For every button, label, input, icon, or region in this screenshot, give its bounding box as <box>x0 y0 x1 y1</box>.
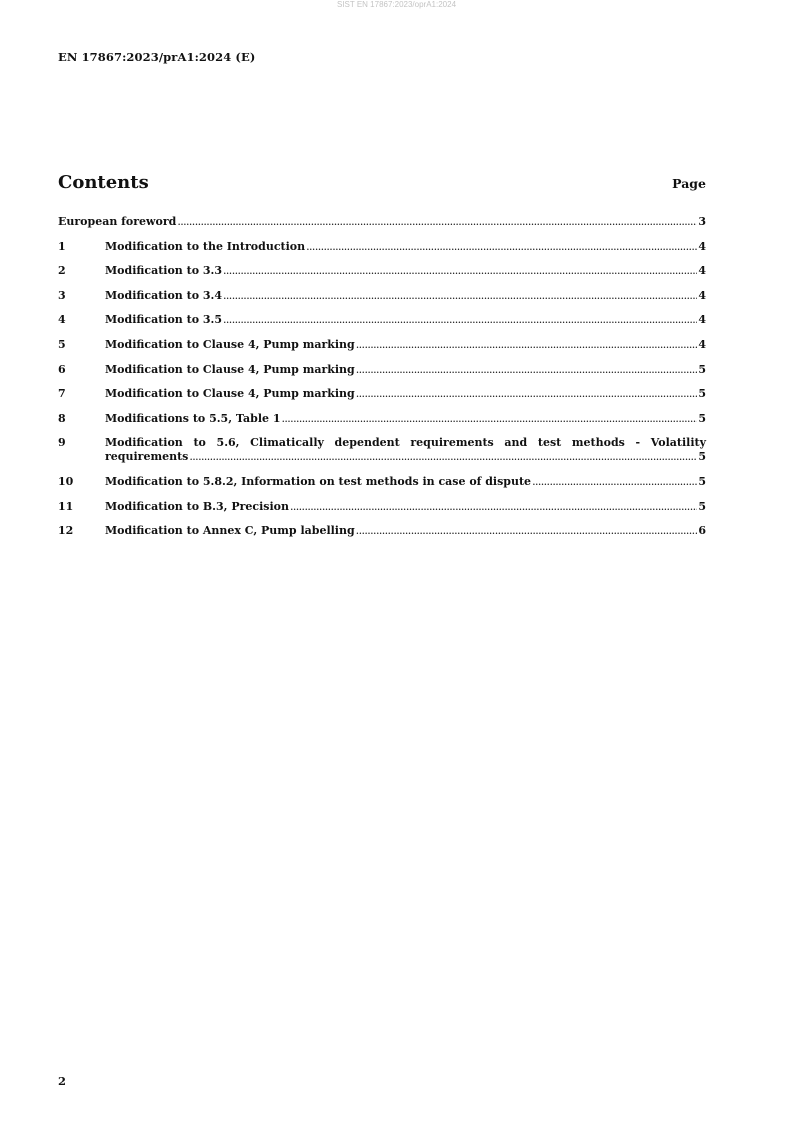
toc-entry[interactable] <box>58 500 706 514</box>
toc-page: 4 <box>698 313 706 327</box>
toc-entry[interactable] <box>58 524 706 538</box>
toc-page: 5 <box>698 362 706 376</box>
toc-title: European foreword <box>58 215 177 228</box>
document-id: EN 17867:2023/prA1:2024 (E) <box>58 50 256 64</box>
page-number: 2 <box>58 1074 67 1088</box>
toc-title: Modification to 3.3 <box>105 264 223 278</box>
toc-entry[interactable] <box>58 363 706 377</box>
watermark: SIST EN 17867:2023/oprA1:2024 <box>336 0 457 9</box>
toc-page: 4 <box>698 288 706 302</box>
toc-leader <box>223 313 697 327</box>
toc-page: 5 <box>698 450 706 464</box>
toc-number: 9 <box>58 436 66 450</box>
toc-page: 3 <box>698 215 706 228</box>
toc-leader <box>356 524 698 538</box>
toc-number: 12 <box>58 524 74 538</box>
contents-header <box>58 172 706 193</box>
toc-leader <box>177 215 697 229</box>
toc-leader <box>356 387 698 401</box>
toc-title: Modification to Clause 4, Pump marking <box>105 387 355 401</box>
toc-title: Modification to 3.5 <box>105 313 223 327</box>
toc-entry[interactable] <box>58 264 706 278</box>
toc-entry[interactable] <box>58 338 706 352</box>
toc-number: 6 <box>58 362 66 376</box>
toc-title: Modifications to 5.5, Table 1 <box>105 411 281 425</box>
toc-page: 5 <box>698 474 706 488</box>
toc-page: 4 <box>698 239 706 253</box>
toc-title: Modification to B.3, Precision <box>105 499 289 513</box>
toc-number: 10 <box>58 474 74 488</box>
toc-leader <box>356 363 698 377</box>
toc-page: 5 <box>698 499 706 513</box>
toc-title: Modification to Annex C, Pump labelling <box>105 524 355 538</box>
toc-page: 4 <box>698 337 706 351</box>
toc-entry[interactable] <box>58 412 706 426</box>
toc-title: Modification to Clause 4, Pump marking <box>105 362 355 376</box>
toc-number: 8 <box>58 411 66 425</box>
toc-entry[interactable] <box>58 387 706 401</box>
toc-number: 11 <box>58 499 74 513</box>
toc-entry[interactable] <box>58 475 706 489</box>
toc-number: 5 <box>58 337 66 351</box>
toc-leader <box>532 475 697 489</box>
toc-title: Modification to the Introduction <box>105 239 306 253</box>
toc-entry[interactable] <box>58 289 706 303</box>
toc-title-line1: Modification to 5.6, Climatically dependent requirements and test methods - Volatility <box>105 436 706 450</box>
toc-entry[interactable] <box>58 436 706 464</box>
toc-entry[interactable] <box>58 240 706 254</box>
toc-page: 4 <box>698 264 706 278</box>
toc-number: 4 <box>58 313 66 327</box>
toc-title: Modification to 3.4 <box>105 288 223 302</box>
toc-page: 5 <box>698 387 706 401</box>
toc-page: 6 <box>698 524 706 538</box>
toc-title: Modification to Clause 4, Pump marking <box>105 337 355 351</box>
toc-number: 1 <box>58 239 66 253</box>
toc-title-line2: requirements <box>105 450 189 464</box>
toc-title: Modification to 5.8.2, Information on test methods in case of dispute <box>105 474 532 488</box>
toc-number: 2 <box>58 264 66 278</box>
toc-leader <box>223 264 697 278</box>
toc-leader <box>290 500 697 514</box>
toc-page: 5 <box>698 411 706 425</box>
toc-leader <box>306 240 697 254</box>
toc-leader <box>356 338 698 352</box>
toc-leader <box>223 289 697 303</box>
toc-leader <box>189 450 697 464</box>
page-column-label: Page <box>672 176 706 191</box>
toc-entry[interactable] <box>58 313 706 327</box>
toc-entry-foreword[interactable] <box>58 215 706 229</box>
toc-number: 3 <box>58 288 66 302</box>
toc-number: 7 <box>58 387 66 401</box>
table-of-contents <box>58 215 706 549</box>
toc-leader <box>281 412 697 426</box>
contents-title: Contents <box>58 172 149 193</box>
